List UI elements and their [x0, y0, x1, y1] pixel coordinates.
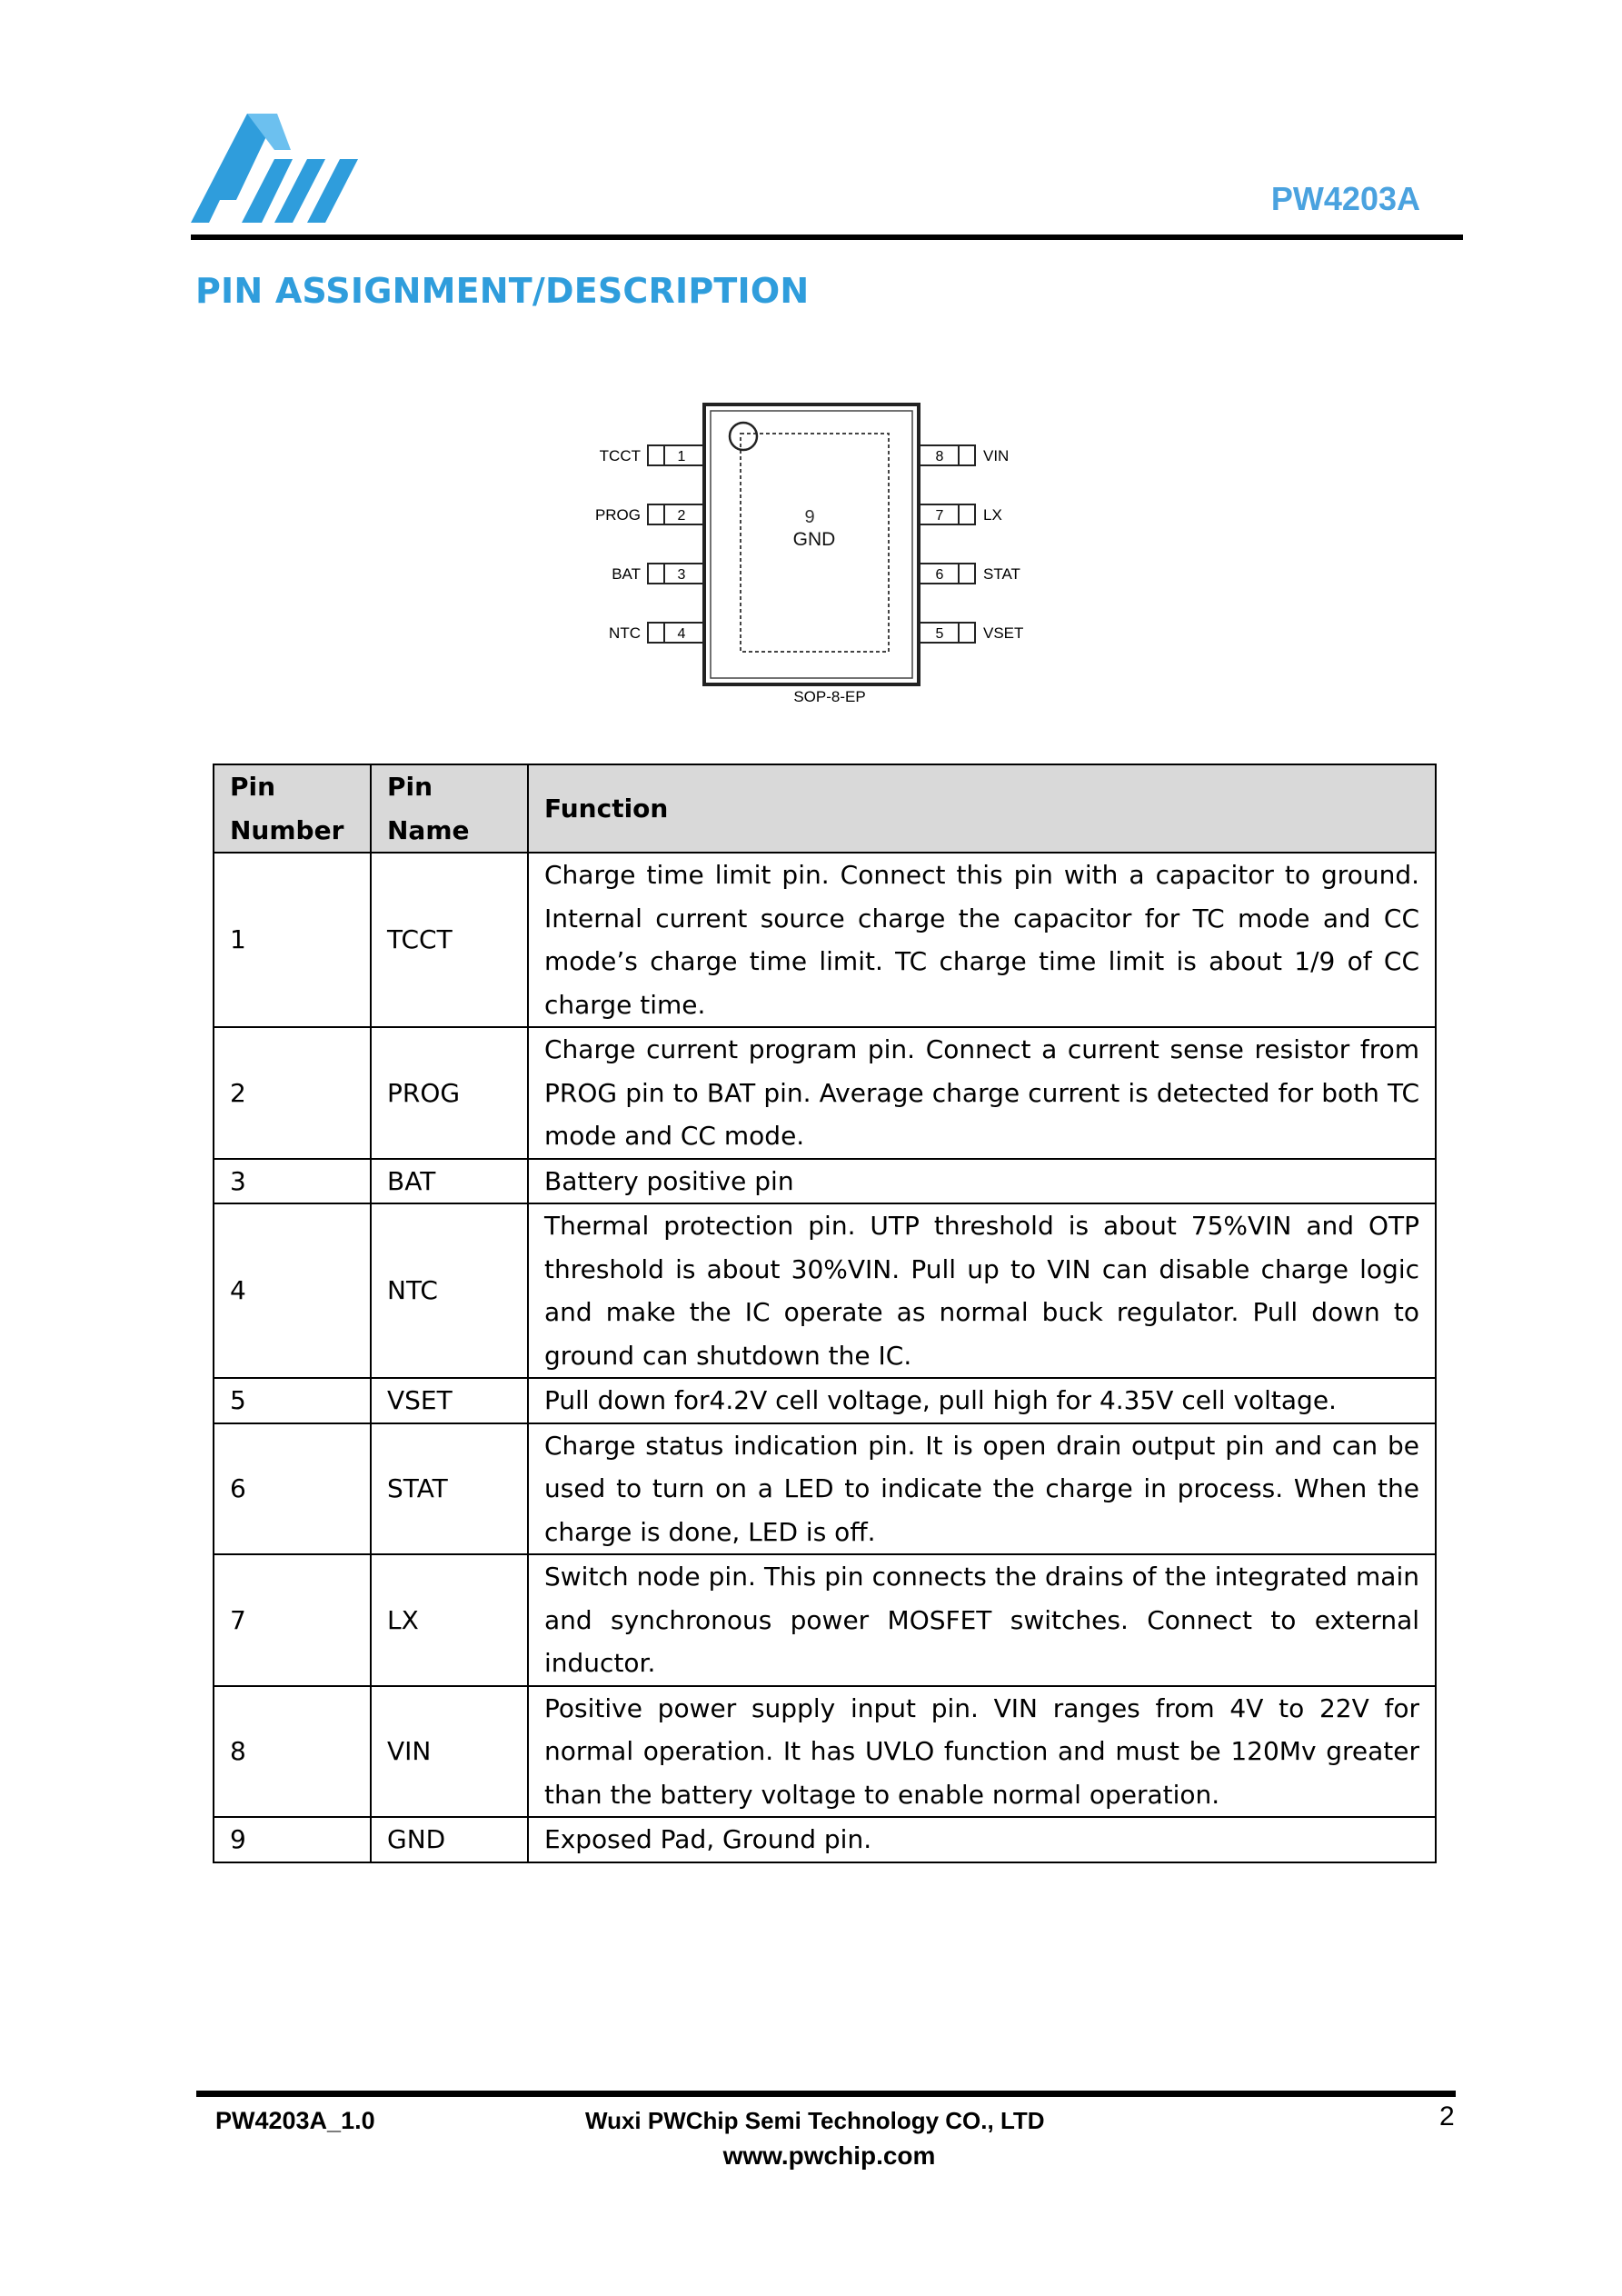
left-pin-4 [609, 623, 704, 643]
pin-function-cell: Charge time limit pin. Connect this pin with a capacitor to ground. Internal current source charge the capacitor for TC mode and CC mode’s charge time limit. TC charge time limit is about 1/9 of CC charge time. [528, 853, 1436, 1027]
footer-company: Wuxi PWChip Semi Technology CO., LTD [585, 2107, 1045, 2134]
pin-number-cell: 2 [214, 1027, 371, 1159]
header-function: Function [528, 764, 1436, 853]
table-row [214, 1423, 1436, 1555]
left-pin-3 [612, 564, 704, 584]
pin-number-cell: 5 [214, 1378, 371, 1423]
pin-number-cell: 9 [214, 1817, 371, 1862]
pin-function-cell: Charge current program pin. Connect a current sense resistor from PROG pin to BAT pin. Average charge current is detected for both TC mode and CC mode. [528, 1027, 1436, 1159]
pin-label: VIN [983, 447, 1010, 464]
table-row [214, 1203, 1436, 1378]
pin-number: 2 [677, 508, 686, 524]
pin-number: 8 [935, 449, 944, 464]
pin-number-cell: 6 [214, 1423, 371, 1555]
package-label: SOP-8-EP [793, 688, 866, 705]
pin-name-cell: NTC [371, 1203, 528, 1378]
pin-number-cell: 8 [214, 1686, 371, 1818]
footer-url[interactable]: www.pwchip.com [722, 2141, 936, 2170]
right-pin-8 [919, 445, 1009, 465]
pin-function-cell: Switch node pin. This pin connects the drains of the integrated main and synchronous power MOSFET switches. Connect to external inductor. [528, 1554, 1436, 1686]
pin-function-cell: Exposed Pad, Ground pin. [528, 1817, 1436, 1862]
pin-number-cell: 3 [214, 1159, 371, 1204]
pin-number-cell: 4 [214, 1203, 371, 1378]
table-row [214, 1159, 1436, 1204]
footer-divider [196, 2091, 1456, 2097]
pin-number: 5 [935, 626, 944, 642]
pin-number: 6 [935, 567, 944, 583]
pwchip-logo [191, 114, 363, 227]
pin-description-table [213, 764, 1437, 1863]
table-row [214, 1378, 1436, 1423]
header-pin-name [371, 764, 528, 853]
pin-name-cell: VSET [371, 1378, 528, 1423]
pin-label: PROG [594, 506, 641, 524]
header-text: Pin [230, 772, 276, 802]
pin-label: TCCT [599, 447, 641, 464]
pin-name-cell: PROG [371, 1027, 528, 1159]
header-divider [191, 235, 1463, 240]
pin-name-cell: GND [371, 1817, 528, 1862]
pin-number: 7 [935, 508, 944, 524]
table-row [214, 1686, 1436, 1818]
section-title: PIN ASSIGNMENT/DESCRIPTION [195, 271, 810, 311]
header-pin-number [214, 764, 371, 853]
left-pin-2 [595, 504, 704, 524]
right-pin-6 [919, 564, 1020, 584]
pin-label: VSET [983, 624, 1024, 642]
pin-function-cell: Thermal protection pin. UTP threshold is about 75%VIN and OTP threshold is about 30%VIN. Pull up to VIN can disable charge logic and make the IC operate as normal buck regulator. Pull down to ground can shutdown the IC. [528, 1203, 1436, 1378]
pin-number-cell: 1 [214, 853, 371, 1027]
pin-label: BAT [612, 565, 641, 583]
pin-number: 3 [677, 567, 686, 583]
pin-function-cell: Pull down for4.2V cell voltage, pull high for 4.35V cell voltage. [528, 1378, 1436, 1423]
pin-label: STAT [983, 565, 1020, 583]
table-header-row [214, 764, 1436, 853]
pin-number-cell: 7 [214, 1554, 371, 1686]
pin-number: 4 [677, 626, 686, 642]
table-row [214, 1817, 1436, 1862]
left-pin-1 [600, 445, 704, 465]
pin-name-cell: BAT [371, 1159, 528, 1204]
pin-function-cell: Charge status indication pin. It is open drain output pin and can be used to turn on a LED to indicate the charge in process. When the charge is done, LED is off. [528, 1423, 1436, 1555]
header-text: Number [230, 814, 344, 845]
right-pin-5 [919, 623, 1023, 643]
pad-number: 9 [804, 507, 815, 527]
table-row [214, 853, 1436, 1027]
pin-name-cell: STAT [371, 1423, 528, 1555]
part-number-header: PW4203A [1270, 180, 1420, 217]
pin-label: NTC [609, 624, 641, 642]
pin-diagram [563, 391, 1072, 718]
pin-function-cell: Positive power supply input pin. VIN ranges from 4V to 22V for normal operation. It has UVLO function and must be 120Mv greater than the battery voltage to enable normal operation. [528, 1686, 1436, 1818]
pin-label: LX [983, 506, 1002, 524]
header-text: Name [387, 814, 470, 845]
right-pin-7 [919, 504, 1002, 524]
pin-name-cell: VIN [371, 1686, 528, 1818]
table-row [214, 1027, 1436, 1159]
footer-doc-version: PW4203A_1.0 [215, 2107, 375, 2134]
pin-number: 1 [677, 449, 686, 464]
table-row [214, 1554, 1436, 1686]
pad-name: GND [792, 529, 836, 550]
pin-name-cell: TCCT [371, 853, 528, 1027]
page-number: 2 [1439, 2101, 1455, 2131]
pin1-marker-icon [730, 423, 757, 450]
pin-name-cell: LX [371, 1554, 528, 1686]
header-text: Pin [387, 772, 433, 802]
pin-function-cell: Battery positive pin [528, 1159, 1436, 1204]
